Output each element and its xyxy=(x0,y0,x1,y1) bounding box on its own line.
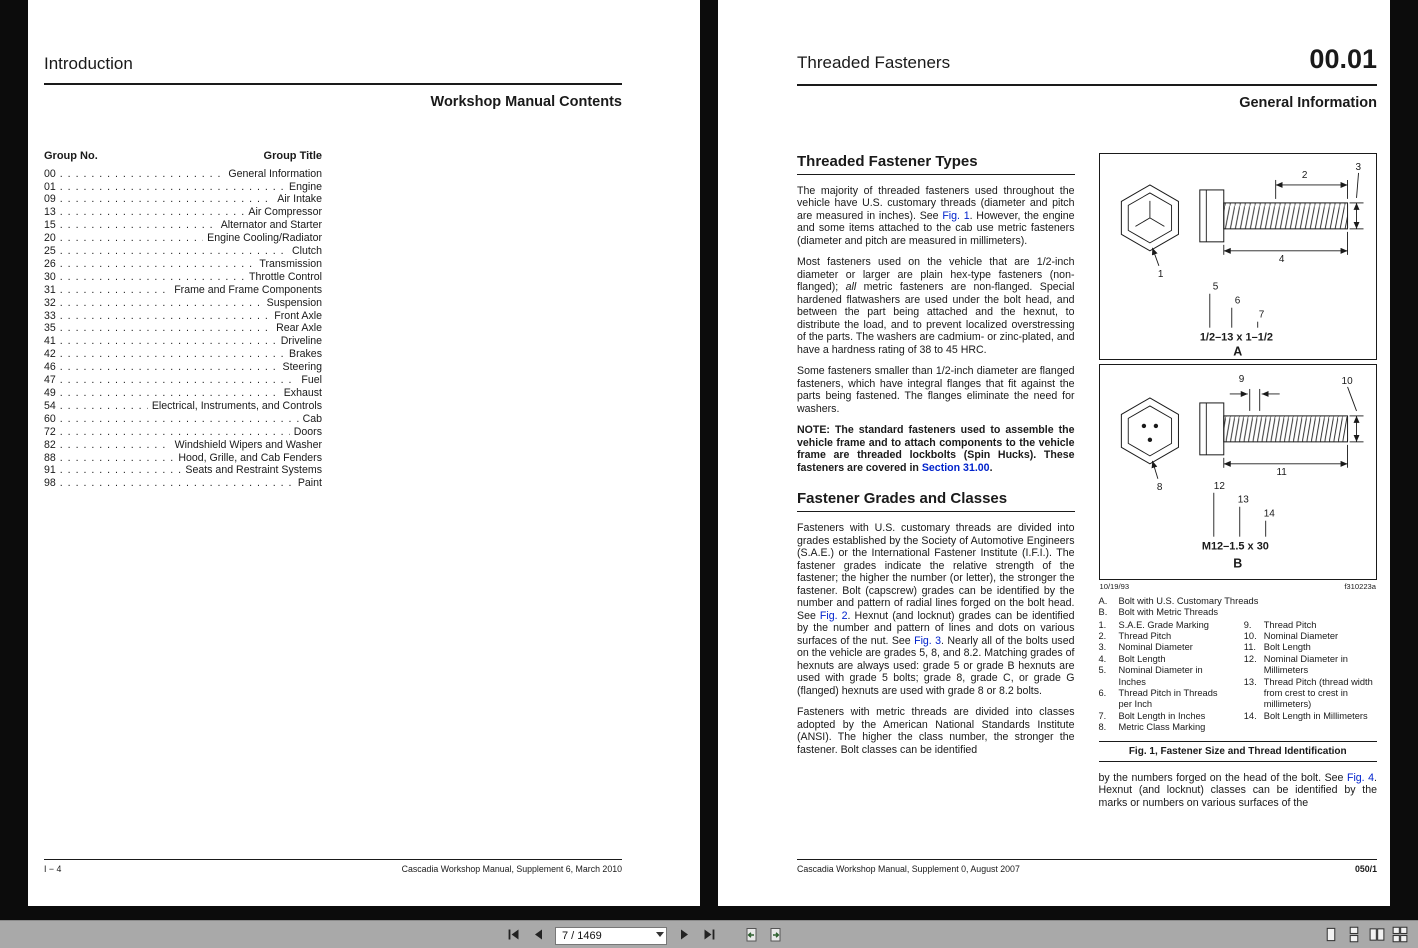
previous-page-icon xyxy=(531,927,546,942)
legend-key: A. xyxy=(1098,595,1108,606)
page-input-dropdown-icon[interactable] xyxy=(656,932,664,937)
toc-group-number: 30 xyxy=(44,270,56,283)
toc-group-title: Seats and Restraint Systems xyxy=(185,464,322,477)
bolt-a-front-view xyxy=(1121,185,1178,280)
toc-group-number: 41 xyxy=(44,335,56,348)
page-number-field xyxy=(555,926,667,944)
toc-group-number: 49 xyxy=(44,387,56,399)
toc-group-title: Clutch xyxy=(291,245,322,258)
toc-group-title: Air Compressor xyxy=(248,206,322,219)
manual-page-right xyxy=(718,0,1390,906)
toc-dot-leader xyxy=(60,335,277,348)
figure-code: f310223a xyxy=(1344,581,1376,591)
legend-key: 4. xyxy=(1098,653,1107,664)
legend-text: Thread Pitch in Threads per Inch xyxy=(1118,688,1218,710)
toc-row xyxy=(44,297,322,310)
toc-row xyxy=(44,284,322,297)
toc-group-number: 54 xyxy=(44,399,56,412)
toc-group-number: 26 xyxy=(44,257,56,270)
next-page-icon xyxy=(677,927,692,942)
toc-dot-leader xyxy=(60,181,285,194)
toc-group-title: Front Axle xyxy=(274,309,322,322)
legend-left-column xyxy=(1099,620,1232,734)
toc-group-title: Frame and Frame Components xyxy=(174,283,322,296)
link-fig-2[interactable]: Fig. 2 xyxy=(819,609,848,622)
toc-group-title: Transmission xyxy=(259,257,322,270)
toc-group-number: 42 xyxy=(44,348,56,361)
legend-item xyxy=(1099,620,1232,631)
dimension-bolt-length-b xyxy=(1223,445,1347,478)
toc-dot-leader xyxy=(60,258,256,271)
paragraph-text: The majority of threaded fasteners used throughout the vehicle have U.S. customary threads (diameter and pitch are measured in inches). See xyxy=(797,184,1075,222)
paragraph-text: metric fasteners are non-flanged. Special hardened flatwashers are used under the bolt head, and between the part being attached and the hexnut, to distribute the load, and to prevent localized overstressing of the parts. The washers are cadmium- or zinc-plated, and have a hardness rating of 38 to 45 HRC. xyxy=(797,281,1075,356)
legend-item xyxy=(1244,654,1377,677)
legend-key: 5. xyxy=(1098,665,1107,676)
pdf-toolbar xyxy=(0,920,1418,948)
continuous-layout-icon xyxy=(1346,926,1362,943)
bolt-a-drawing xyxy=(1100,154,1377,360)
toc-group-number: 46 xyxy=(44,361,56,374)
legend-key: 9. xyxy=(1243,619,1252,630)
toc-group-number: 01 xyxy=(44,180,56,193)
first-page-icon xyxy=(506,927,521,942)
toc-row xyxy=(44,374,322,387)
legend-key: 10. xyxy=(1243,631,1257,642)
bolt-a-size-spec: 1/2–13 x 1–1/2 xyxy=(1199,331,1273,344)
toc-dot-leader xyxy=(60,284,170,297)
toc-row xyxy=(44,452,322,465)
callout-13: 13 xyxy=(1237,494,1249,506)
toc-col-group-no: Group No. xyxy=(44,149,98,162)
toc-group-number: 15 xyxy=(44,219,56,232)
chapter-title: Threaded Fasteners xyxy=(797,53,951,72)
toc-row xyxy=(44,400,322,413)
heading-threaded-fastener-types: Threaded Fastener Types xyxy=(797,153,1075,175)
legend-key: 11. xyxy=(1243,642,1256,653)
legend-key: 12. xyxy=(1243,653,1257,664)
toc-dot-leader xyxy=(60,245,288,258)
single-page-layout-icon xyxy=(1323,926,1339,943)
next-view-icon xyxy=(768,927,784,943)
toc-dot-leader xyxy=(60,310,271,323)
paragraph: Fasteners with metric threads are divided into classes adopted by the American National Standards Institute (ANSI). The higher the class number, the stronger the fastener. Bolt classes can be identified xyxy=(797,706,1075,756)
last-page-button[interactable] xyxy=(701,927,717,943)
last-page-icon xyxy=(702,927,717,942)
legend-item xyxy=(1244,620,1377,631)
layout-facing-continuous-button[interactable] xyxy=(1392,927,1408,943)
legend-key: 6. xyxy=(1098,688,1107,699)
first-page-button[interactable] xyxy=(505,927,521,943)
paragraph-text: NOTE: The standard fasteners used to assemble the vehicle frame and to attach components to the vehicle frame are threaded lockbolts (Spin Hucks). These fasteners are covered in xyxy=(797,424,1075,474)
callout-6: 6 xyxy=(1234,295,1240,307)
toc-dot-leader xyxy=(60,439,171,452)
emphasized-text: all xyxy=(845,281,857,294)
body-text-column xyxy=(797,153,1075,819)
callout-5: 5 xyxy=(1212,281,1218,293)
callout-1: 1 xyxy=(1157,268,1163,280)
toc-row xyxy=(44,271,322,284)
figure-date: 10/19/93 xyxy=(1099,581,1130,591)
dimension-bolt-length-a xyxy=(1223,231,1347,264)
dimension-thread-pitch-b xyxy=(1229,374,1279,411)
toc-group-title: Exhaust xyxy=(283,387,322,399)
table-of-contents xyxy=(44,150,322,491)
toc-group-number: 09 xyxy=(44,193,56,206)
panel-a-label: A xyxy=(1232,344,1242,359)
toc-list xyxy=(44,168,322,491)
dimension-thread-pitch-a xyxy=(1275,170,1347,199)
paragraph-text: Most fasteners used on the vehicle that are 1/2-inch diameter or larger are plain hex-type fasteners (non-flanged); xyxy=(797,256,1075,294)
link-section-31-00[interactable]: Section 31.00 xyxy=(921,461,990,474)
paragraph-text: Fasteners with U.S. customary threads are divided into grades established by the Society of Automotive Engineers (S.A.E.) or the International Fastener Institute (I.F.I.). The fastener grades indicate the relative strength of the fastener; the higher the number (or letter), the stronger the fastener. Bolt (capscrew) grades can be identified by the number and pattern of radial lines forged on the bolt head. See xyxy=(797,522,1075,622)
callout-8: 8 xyxy=(1156,481,1162,493)
link-fig-4[interactable]: Fig. 4 xyxy=(1346,771,1375,784)
toc-row xyxy=(44,181,322,194)
chapter-header xyxy=(797,0,1377,75)
layout-single-button[interactable] xyxy=(1323,927,1339,943)
toc-group-title: Throttle Control xyxy=(248,270,322,283)
legend-text: Nominal Diameter in Inches xyxy=(1118,665,1203,687)
layout-facing-button[interactable] xyxy=(1369,927,1385,943)
toc-dot-leader xyxy=(60,168,225,181)
paragraph-text: . Nearly all of the bolts used on the vehicle are grades 5, 8, and 8.2. Matching grades of hexnuts are always used: grade 5 or grade B hexnuts are used with grade 5 bolts; grade 8, grade C, or grade G (flanged) hexnuts are used with grade 8 or 8.2 bolts. xyxy=(797,634,1075,697)
toc-row xyxy=(44,335,322,348)
bolt-b-front-view xyxy=(1121,398,1178,493)
toc-group-title: Fuel xyxy=(301,374,322,387)
toc-group-number: 88 xyxy=(44,451,56,464)
legend-text: Bolt Length in Inches xyxy=(1118,710,1206,721)
legend-item xyxy=(1099,642,1232,653)
figure-panel-b xyxy=(1099,364,1378,580)
legend-key: B. xyxy=(1098,607,1108,618)
toc-group-number: 35 xyxy=(44,322,56,335)
toc-row xyxy=(44,348,322,361)
continuation-paragraph xyxy=(1099,772,1378,810)
paragraph xyxy=(797,185,1075,248)
toc-dot-leader xyxy=(60,374,298,387)
link-fig-3[interactable]: Fig. 3 xyxy=(914,634,942,647)
bolt-b-side-view xyxy=(1199,403,1347,455)
toc-col-group-title: Group Title xyxy=(263,149,322,162)
legend-key: 13. xyxy=(1243,676,1257,687)
toc-dot-leader xyxy=(60,361,279,374)
callout-10: 10 xyxy=(1341,376,1353,388)
previous-view-icon xyxy=(743,927,759,943)
legend-item xyxy=(1099,722,1232,733)
toc-dot-leader xyxy=(60,477,294,490)
footer-manual-info: Cascadia Workshop Manual, Supplement 6, March 2010 xyxy=(401,864,622,874)
header-rule xyxy=(44,83,622,85)
toc-row xyxy=(44,439,322,452)
paragraph-text: . xyxy=(989,461,993,474)
callout-2: 2 xyxy=(1301,169,1307,181)
legend-text: Thread Pitch (thread width from crest to crest in millimeters) xyxy=(1263,676,1373,710)
legend-item xyxy=(1099,607,1378,618)
toc-group-title: Alternator and Starter xyxy=(220,219,322,232)
callouts-spec-b xyxy=(1213,481,1274,537)
toc-dot-leader xyxy=(60,219,217,232)
facing-continuous-layout-icon xyxy=(1392,926,1408,943)
figure-column xyxy=(1099,153,1378,819)
toc-group-number: 13 xyxy=(44,206,56,219)
legend-item xyxy=(1099,654,1232,665)
toc-group-number: 82 xyxy=(44,438,56,451)
legend-text: Bolt Length xyxy=(1263,642,1311,653)
legend-item xyxy=(1099,631,1232,642)
note-paragraph xyxy=(797,424,1075,474)
toc-group-number: 98 xyxy=(44,477,56,490)
legend-text: Thread Pitch xyxy=(1118,631,1172,642)
toc-row xyxy=(44,219,322,232)
next-view-button[interactable] xyxy=(768,927,784,943)
layout-continuous-button[interactable] xyxy=(1346,927,1362,943)
page-layout-group xyxy=(1323,921,1408,948)
legend-text: Nominal Diameter in Millimeters xyxy=(1263,653,1348,676)
legend-key: 1. xyxy=(1098,619,1107,630)
bolt-b-drawing xyxy=(1100,365,1377,579)
footer-page-number: I − 4 xyxy=(44,864,62,874)
legend-key: 7. xyxy=(1098,710,1107,721)
callout-11: 11 xyxy=(1275,467,1287,479)
toc-dot-leader xyxy=(60,426,290,439)
facing-pages-layout-icon xyxy=(1369,926,1385,943)
toc-row xyxy=(44,322,322,335)
legend-item xyxy=(1244,631,1377,642)
toc-group-title: Doors xyxy=(293,425,322,438)
callout-9: 9 xyxy=(1238,374,1244,386)
figure-legend xyxy=(1099,596,1378,734)
callout-14: 14 xyxy=(1263,508,1275,520)
callout-7: 7 xyxy=(1258,309,1264,321)
toc-row xyxy=(44,387,322,400)
legend-item xyxy=(1099,665,1232,688)
toc-dot-leader xyxy=(60,452,175,465)
manual-page-left xyxy=(28,0,700,906)
toc-group-title: Hood, Grille, and Cab Fenders xyxy=(178,451,322,464)
toc-group-title: Steering xyxy=(282,361,322,374)
right-page-footer xyxy=(797,859,1377,874)
toc-group-number: 20 xyxy=(44,232,56,245)
toc-dot-leader xyxy=(60,400,148,413)
toc-group-number: 91 xyxy=(44,464,56,477)
left-page-footer xyxy=(44,859,622,874)
paragraph-text: . However, the engine and some items attached to the cab use metric fasteners (diameter and pitch are measured in millimeters). xyxy=(797,209,1075,247)
legend-ab xyxy=(1099,596,1378,619)
legend-text: Bolt with U.S. Customary Threads xyxy=(1118,595,1259,606)
legend-key: 14. xyxy=(1243,710,1257,721)
legend-item xyxy=(1099,711,1232,722)
toc-group-number: 31 xyxy=(44,283,56,296)
legend-text: Nominal Diameter xyxy=(1118,642,1193,653)
toc-group-title: Electrical, Instruments, and Controls xyxy=(151,399,322,412)
toc-row xyxy=(44,310,322,323)
toc-row xyxy=(44,168,322,181)
legend-item xyxy=(1244,677,1377,711)
toc-row xyxy=(44,426,322,439)
dimension-nominal-diameter-a xyxy=(1349,162,1363,229)
legend-item xyxy=(1244,711,1377,722)
toc-row xyxy=(44,245,322,258)
footer-manual-info: Cascadia Workshop Manual, Supplement 0, August 2007 xyxy=(797,864,1020,874)
toc-group-title: Suspension xyxy=(266,296,322,309)
toc-group-number: 00 xyxy=(44,167,56,180)
toc-group-title: Engine Cooling/Radiator xyxy=(207,232,322,245)
toc-group-number: 72 xyxy=(44,425,56,438)
page-title: Introduction xyxy=(44,54,133,73)
paragraph-text: . Hexnut (and locknut) classes can be identified by the marks or numbers on various surfaces of the xyxy=(1098,771,1377,809)
contents-subtitle: Workshop Manual Contents xyxy=(430,93,622,110)
toc-dot-leader xyxy=(60,232,203,245)
footer-page-number: 050/1 xyxy=(1354,864,1377,874)
legend-text: Bolt with Metric Threads xyxy=(1118,607,1219,618)
panel-b-label: B xyxy=(1232,556,1242,571)
legend-right-column xyxy=(1244,620,1377,734)
bolt-a-side-view xyxy=(1199,190,1347,242)
previous-page-button[interactable] xyxy=(530,927,546,943)
header-rule xyxy=(797,84,1377,86)
page-number-input[interactable] xyxy=(555,927,667,945)
toc-group-title: Driveline xyxy=(280,335,322,348)
paragraph-text: by the numbers forged on the head of the bolt. See xyxy=(1098,771,1347,784)
toc-dot-leader xyxy=(60,464,182,477)
legend-text: Metric Class Marking xyxy=(1118,722,1206,733)
toc-group-number: 25 xyxy=(44,245,56,258)
legend-text: S.A.E. Grade Marking xyxy=(1118,619,1209,630)
toc-group-number: 33 xyxy=(44,309,56,322)
toc-row xyxy=(44,193,322,206)
toc-group-title: Rear Axle xyxy=(276,322,322,335)
previous-view-button[interactable] xyxy=(743,927,759,943)
legend-key: 8. xyxy=(1098,722,1107,733)
heading-fastener-grades-classes: Fastener Grades and Classes xyxy=(797,490,1075,512)
toc-group-title: Engine xyxy=(289,180,322,193)
section-number: 00.01 xyxy=(1309,44,1377,74)
toc-group-number: 60 xyxy=(44,412,56,425)
paragraph: Some fasteners smaller than 1/2-inch diameter are flanged fasteners, which have integral flanges that fit against the parts being fastened. The flanges eliminate the need for washers. xyxy=(797,365,1075,415)
bolt-b-size-spec: M12–1.5 x 30 xyxy=(1201,540,1269,553)
page-navigation-group xyxy=(505,921,784,948)
paragraph xyxy=(797,256,1075,356)
toc-group-title: Windshield Wipers and Washer xyxy=(174,438,322,451)
toc-dot-leader xyxy=(60,271,245,284)
toc-row xyxy=(44,361,322,374)
legend-text: Nominal Diameter xyxy=(1263,631,1339,642)
legend-text: Bolt Length xyxy=(1118,653,1166,664)
legend-text: Thread Pitch xyxy=(1263,619,1317,630)
toc-dot-leader xyxy=(60,193,273,206)
legend-key: 3. xyxy=(1098,642,1107,653)
toc-dot-leader xyxy=(60,348,285,361)
toc-header-row xyxy=(44,150,322,162)
toc-dot-leader xyxy=(60,387,280,400)
toc-group-title: Air Intake xyxy=(277,193,322,206)
callout-4: 4 xyxy=(1278,253,1284,265)
paragraph-text: . Hexnut (and locknut) grades can be identified by the number and pattern of lines and dots on various surfaces of the nut. See xyxy=(797,609,1075,647)
callout-12: 12 xyxy=(1213,480,1225,492)
legend-item xyxy=(1099,596,1378,607)
toc-row xyxy=(44,413,322,426)
section-name: General Information xyxy=(1239,94,1377,111)
link-fig-1[interactable]: Fig. 1 xyxy=(942,209,970,222)
paragraph xyxy=(797,522,1075,697)
figure-meta-row xyxy=(1099,580,1378,596)
figure-panel-a xyxy=(1099,153,1378,361)
next-page-button[interactable] xyxy=(676,927,692,943)
toc-dot-leader xyxy=(60,297,263,310)
toc-group-title: General Information xyxy=(228,167,322,180)
toc-group-title: Brakes xyxy=(289,348,322,361)
toc-dot-leader xyxy=(60,322,272,335)
toc-group-number: 47 xyxy=(44,374,56,387)
toc-row xyxy=(44,206,322,219)
legend-key: 2. xyxy=(1098,631,1107,642)
legend-text: Bolt Length in Millimeters xyxy=(1263,710,1368,721)
callout-3: 3 xyxy=(1355,161,1361,173)
toc-dot-leader xyxy=(60,413,299,426)
toc-row xyxy=(44,464,322,477)
toc-row xyxy=(44,477,322,490)
toc-group-number: 32 xyxy=(44,296,56,309)
toc-row xyxy=(44,258,322,271)
callouts-spec-a xyxy=(1209,281,1264,327)
legend-item xyxy=(1244,642,1377,653)
figure-caption: Fig. 1, Fastener Size and Thread Identification xyxy=(1099,741,1378,762)
toc-group-title: Cab xyxy=(302,412,322,425)
legend-item xyxy=(1099,688,1232,711)
toc-group-title: Paint xyxy=(297,477,322,490)
toc-row xyxy=(44,232,322,245)
toc-dot-leader xyxy=(60,206,245,219)
